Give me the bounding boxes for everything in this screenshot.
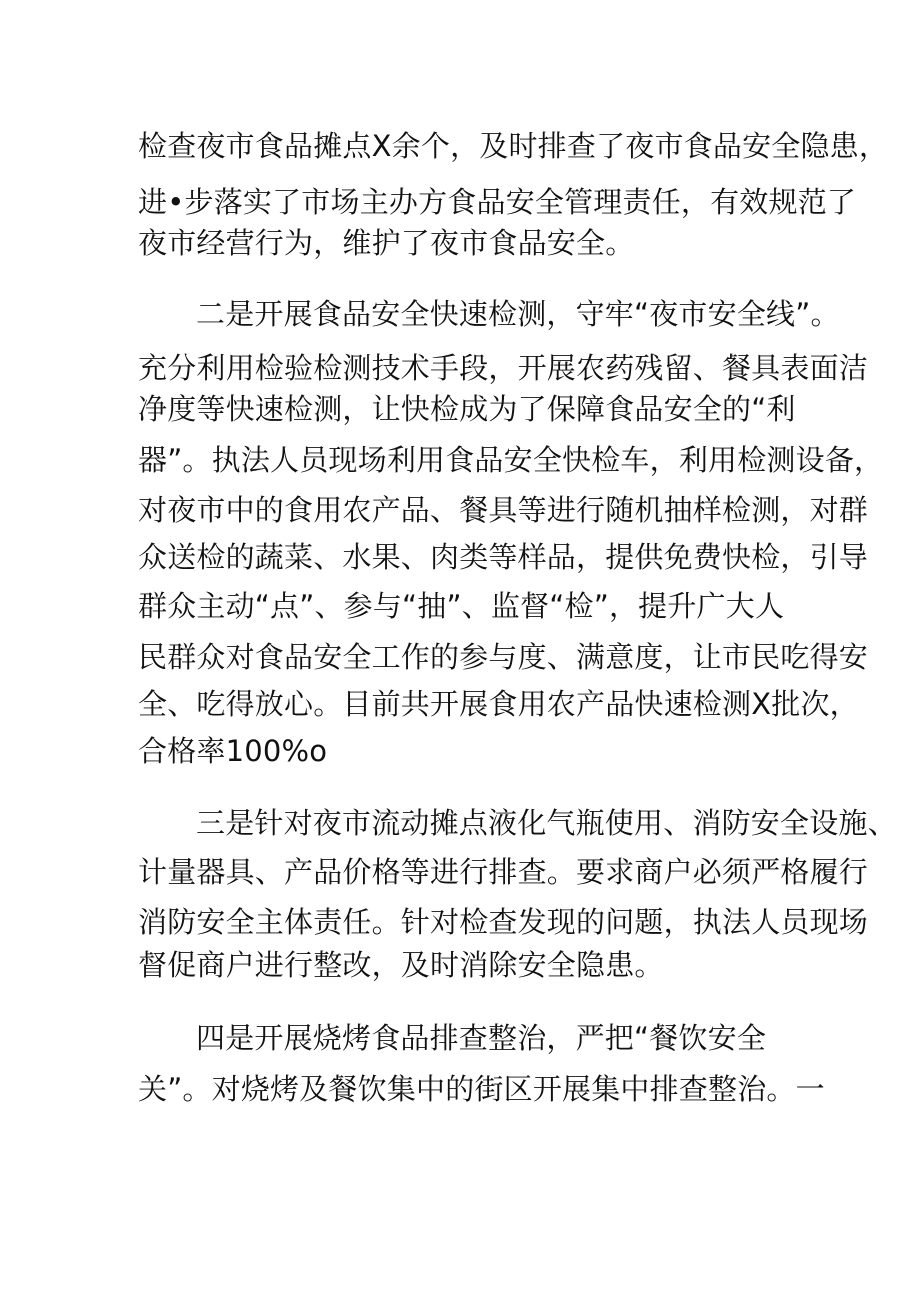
- paragraph-3-line-1: 三是针对夜市流动摊点液化气瓶使用、消防安全设施、: [196, 806, 897, 840]
- paragraph-2-line-8: 民群众对食品安全工作的参与度、满意度，让市民吃得安: [138, 640, 869, 674]
- paragraph-2-line-10: 合格率100%o: [138, 734, 328, 768]
- paragraph-1-line-2: 进•步落实了市场主办方食品安全管理责任，有效规范了: [138, 185, 857, 219]
- paragraph-2-line-1: 二是开展食品安全快速检测，守牢“夜市安全线”。: [196, 297, 840, 331]
- paragraph-2-line-4: 器”。执法人员现场利用食品安全快检车，利用检测设备，: [138, 443, 884, 477]
- paragraph-2-line-6: 众送检的蔬菜、水果、肉类等样品，提供免费快检，引导: [138, 540, 869, 574]
- paragraph-3-line-4: 督促商户进行整改，及时消除安全隐患。: [138, 948, 664, 982]
- paragraph-4-line-2: 关”。对烧烤及餐饮集中的街区开展集中排查整治。一: [138, 1072, 825, 1106]
- paragraph-2-line-5: 对夜市中的食用农产品、餐具等进行随机抽样检测，对群: [138, 493, 869, 527]
- paragraph-4-line-1: 四是开展烧烤食品排查整治，严把“餐饮安全: [196, 1021, 767, 1055]
- paragraph-3-line-3: 消防安全主体责任。针对检查发现的问题，执法人员现场: [138, 905, 869, 939]
- paragraph-1-line-3: 夜市经营行为，维护了夜市食品安全。: [138, 226, 635, 260]
- paragraph-3-line-2: 计量器具、产品价格等进行排查。要求商户必须严格履行: [138, 855, 869, 889]
- paragraph-2-line-7: 群众主动“点”、参与“抽”、监督“检”，提升广大人: [138, 589, 785, 623]
- paragraph-2-line-9: 全、吃得放心。目前共开展食用农产品快速检测X批次，: [138, 687, 859, 721]
- paragraph-2-line-3: 净度等快速检测，让快检成为了保障食品安全的“利: [138, 392, 796, 426]
- paragraph-1-line-1: 检查夜市食品摊点X余个，及时排查了夜市食品安全隐患，: [138, 129, 889, 163]
- paragraph-2-line-2: 充分利用检验检测技术手段，开展农药残留、餐具表面洁: [138, 351, 869, 385]
